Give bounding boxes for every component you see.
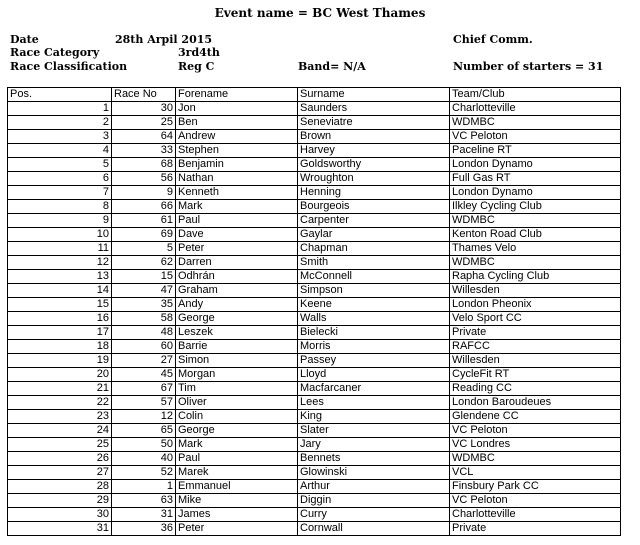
cell-race-no: 57 [112,396,176,410]
table-row [8,424,621,438]
cell-team: Full Gas RT [450,172,621,186]
event-name: Event name = BC West Thames [214,6,426,20]
cell-race-no: 12 [112,410,176,424]
cell-forename: Dave [176,228,298,242]
cell-race-no: 48 [112,326,176,340]
cell-race-no: 65 [112,424,176,438]
cell-race-no: 30 [112,102,176,116]
cell-race-no: 27 [112,354,176,368]
cell-forename: Mike [176,494,298,508]
cell-team: London Dynamo [450,158,621,172]
cell-forename: Emmanuel [176,480,298,494]
cell-surname: Saunders [298,102,450,116]
cell-surname: Glowinski [298,466,450,480]
cell-surname: Seneviatre [298,116,450,130]
table-row [8,522,621,536]
cell-team: WDMBC [450,256,621,270]
cell-race-no: 31 [112,508,176,522]
table-row [8,466,621,480]
cell-pos: 11 [8,242,112,256]
cell-pos: 29 [8,494,112,508]
cell-forename: Oliver [176,396,298,410]
cell-team: Private [450,326,621,340]
table-row [8,116,621,130]
results-body [8,102,621,536]
cell-pos: 20 [8,368,112,382]
cell-forename: Marek [176,466,298,480]
cell-team: CycleFit RT [450,368,621,382]
cell-pos: 12 [8,256,112,270]
cell-race-no: 47 [112,284,176,298]
cell-pos: 6 [8,172,112,186]
table-row [8,214,621,228]
cell-race-no: 58 [112,312,176,326]
cell-team: WDMBC [450,116,621,130]
cell-forename: Tim [176,382,298,396]
cell-surname: Gaylar [298,228,450,242]
cell-team: Glendene CC [450,410,621,424]
cell-forename: Nathan [176,172,298,186]
cell-team: WDMBC [450,214,621,228]
table-row [8,340,621,354]
cell-race-no: 56 [112,172,176,186]
cell-forename: Paul [176,214,298,228]
cell-surname: Brown [298,130,450,144]
col-header-pos: Pos. [8,88,112,102]
cell-forename: Benjamin [176,158,298,172]
cell-race-no: 36 [112,522,176,536]
cell-surname: Walls [298,312,450,326]
cell-team: RAFCC [450,340,621,354]
table-row [8,368,621,382]
cell-team: VCL [450,466,621,480]
cell-surname: Chapman [298,242,450,256]
race-classification-label: Race Classification [10,60,128,73]
results-table [7,87,621,536]
table-row [8,410,621,424]
cell-team: VC Peloton [450,424,621,438]
date-label: Date [10,33,39,46]
cell-team: VC Londres [450,438,621,452]
cell-team: Willesden [450,354,621,368]
cell-forename: Odhrán [176,270,298,284]
cell-team: Reading CC [450,382,621,396]
starters-count: Number of starters = 31 [453,60,604,73]
cell-surname: Bourgeois [298,200,450,214]
cell-surname: McConnell [298,270,450,284]
cell-race-no: 62 [112,256,176,270]
cell-team: London Dynamo [450,186,621,200]
cell-pos: 4 [8,144,112,158]
cell-pos: 16 [8,312,112,326]
cell-surname: Bielecki [298,326,450,340]
cell-team: London Pheonix [450,298,621,312]
cell-team: VC Peloton [450,494,621,508]
table-row [8,326,621,340]
cell-race-no: 25 [112,116,176,130]
cell-race-no: 66 [112,200,176,214]
table-row [8,452,621,466]
cell-surname: Jary [298,438,450,452]
table-row [8,186,621,200]
table-row [8,298,621,312]
cell-race-no: 35 [112,298,176,312]
cell-pos: 23 [8,410,112,424]
cell-team: London Baroudeues [450,396,621,410]
table-header-row [8,88,621,102]
cell-surname: Arthur [298,480,450,494]
table-row [8,396,621,410]
cell-race-no: 68 [112,158,176,172]
col-header-forename: Forename [176,88,298,102]
cell-surname: Wroughton [298,172,450,186]
cell-pos: 19 [8,354,112,368]
race-classification-value: Reg C [178,60,215,73]
table-row [8,354,621,368]
cell-forename: Stephen [176,144,298,158]
cell-surname: Henning [298,186,450,200]
cell-pos: 3 [8,130,112,144]
table-row [8,494,621,508]
cell-forename: Jon [176,102,298,116]
cell-forename: Peter [176,242,298,256]
chief-comm-label: Chief Comm. [453,33,533,46]
cell-surname: Passey [298,354,450,368]
col-header-race-no: Race No [112,88,176,102]
cell-pos: 31 [8,522,112,536]
cell-pos: 8 [8,200,112,214]
cell-race-no: 67 [112,382,176,396]
cell-forename: Barrie [176,340,298,354]
cell-race-no: 69 [112,228,176,242]
cell-team: Thames Velo [450,242,621,256]
cell-team: Paceline RT [450,144,621,158]
table-row [8,480,621,494]
cell-pos: 25 [8,438,112,452]
cell-pos: 2 [8,116,112,130]
cell-pos: 18 [8,340,112,354]
cell-race-no: 64 [112,130,176,144]
col-header-team: Team/Club [450,88,621,102]
cell-forename: Darren [176,256,298,270]
table-row [8,438,621,452]
cell-race-no: 45 [112,368,176,382]
table-row [8,172,621,186]
cell-pos: 9 [8,214,112,228]
cell-pos: 14 [8,284,112,298]
cell-team: Willesden [450,284,621,298]
cell-race-no: 52 [112,466,176,480]
table-row [8,228,621,242]
cell-forename: Colin [176,410,298,424]
cell-race-no: 50 [112,438,176,452]
cell-pos: 30 [8,508,112,522]
cell-team: Charlotteville [450,102,621,116]
cell-team: Kenton Road Club [450,228,621,242]
cell-surname: Macfarcaner [298,382,450,396]
cell-team: Private [450,522,621,536]
cell-surname: Smith [298,256,450,270]
cell-forename: Andy [176,298,298,312]
cell-team: Ilkley Cycling Club [450,200,621,214]
table-row [8,312,621,326]
cell-team: Rapha Cycling Club [450,270,621,284]
cell-forename: Simon [176,354,298,368]
cell-surname: Slater [298,424,450,438]
cell-team: Velo Sport CC [450,312,621,326]
cell-forename: Ben [176,116,298,130]
cell-pos: 15 [8,298,112,312]
cell-forename: Mark [176,200,298,214]
cell-forename: Peter [176,522,298,536]
cell-surname: Harvey [298,144,450,158]
cell-forename: Mark [176,438,298,452]
cell-forename: Graham [176,284,298,298]
cell-surname: Keene [298,298,450,312]
cell-race-no: 15 [112,270,176,284]
cell-race-no: 1 [112,480,176,494]
table-row [8,130,621,144]
cell-pos: 17 [8,326,112,340]
cell-surname: Lees [298,396,450,410]
cell-pos: 21 [8,382,112,396]
table-row [8,270,621,284]
cell-pos: 7 [8,186,112,200]
cell-pos: 24 [8,424,112,438]
cell-team: WDMBC [450,452,621,466]
date-value: 28th Arpil 2015 [115,33,213,46]
table-row [8,284,621,298]
cell-race-no: 60 [112,340,176,354]
cell-race-no: 40 [112,452,176,466]
table-row [8,158,621,172]
table-row [8,200,621,214]
cell-forename: Leszek [176,326,298,340]
cell-surname: Lloyd [298,368,450,382]
cell-pos: 26 [8,452,112,466]
cell-surname: Goldsworthy [298,158,450,172]
cell-pos: 1 [8,102,112,116]
cell-pos: 5 [8,158,112,172]
cell-forename: Kenneth [176,186,298,200]
table-row [8,144,621,158]
cell-surname: Morris [298,340,450,354]
table-row [8,242,621,256]
table-row [8,382,621,396]
cell-surname: Curry [298,508,450,522]
race-category-value: 3rd4th [178,46,220,59]
cell-pos: 28 [8,480,112,494]
cell-pos: 27 [8,466,112,480]
table-row [8,508,621,522]
cell-surname: Carpenter [298,214,450,228]
cell-forename: George [176,424,298,438]
cell-race-no: 63 [112,494,176,508]
cell-forename: Morgan [176,368,298,382]
cell-race-no: 9 [112,186,176,200]
cell-team: Charlotteville [450,508,621,522]
cell-surname: Diggin [298,494,450,508]
cell-forename: Paul [176,452,298,466]
cell-pos: 13 [8,270,112,284]
col-header-surname: Surname [298,88,450,102]
table-row [8,102,621,116]
cell-pos: 10 [8,228,112,242]
band-label: Band= N/A [298,60,366,73]
cell-race-no: 61 [112,214,176,228]
cell-race-no: 33 [112,144,176,158]
cell-surname: Bennets [298,452,450,466]
cell-forename: George [176,312,298,326]
cell-team: Finsbury Park CC [450,480,621,494]
cell-surname: Cornwall [298,522,450,536]
table-row [8,256,621,270]
race-category-label: Race Category [10,46,100,59]
cell-forename: James [176,508,298,522]
cell-surname: Simpson [298,284,450,298]
cell-forename: Andrew [176,130,298,144]
cell-team: VC Peloton [450,130,621,144]
cell-surname: King [298,410,450,424]
cell-pos: 22 [8,396,112,410]
cell-race-no: 5 [112,242,176,256]
